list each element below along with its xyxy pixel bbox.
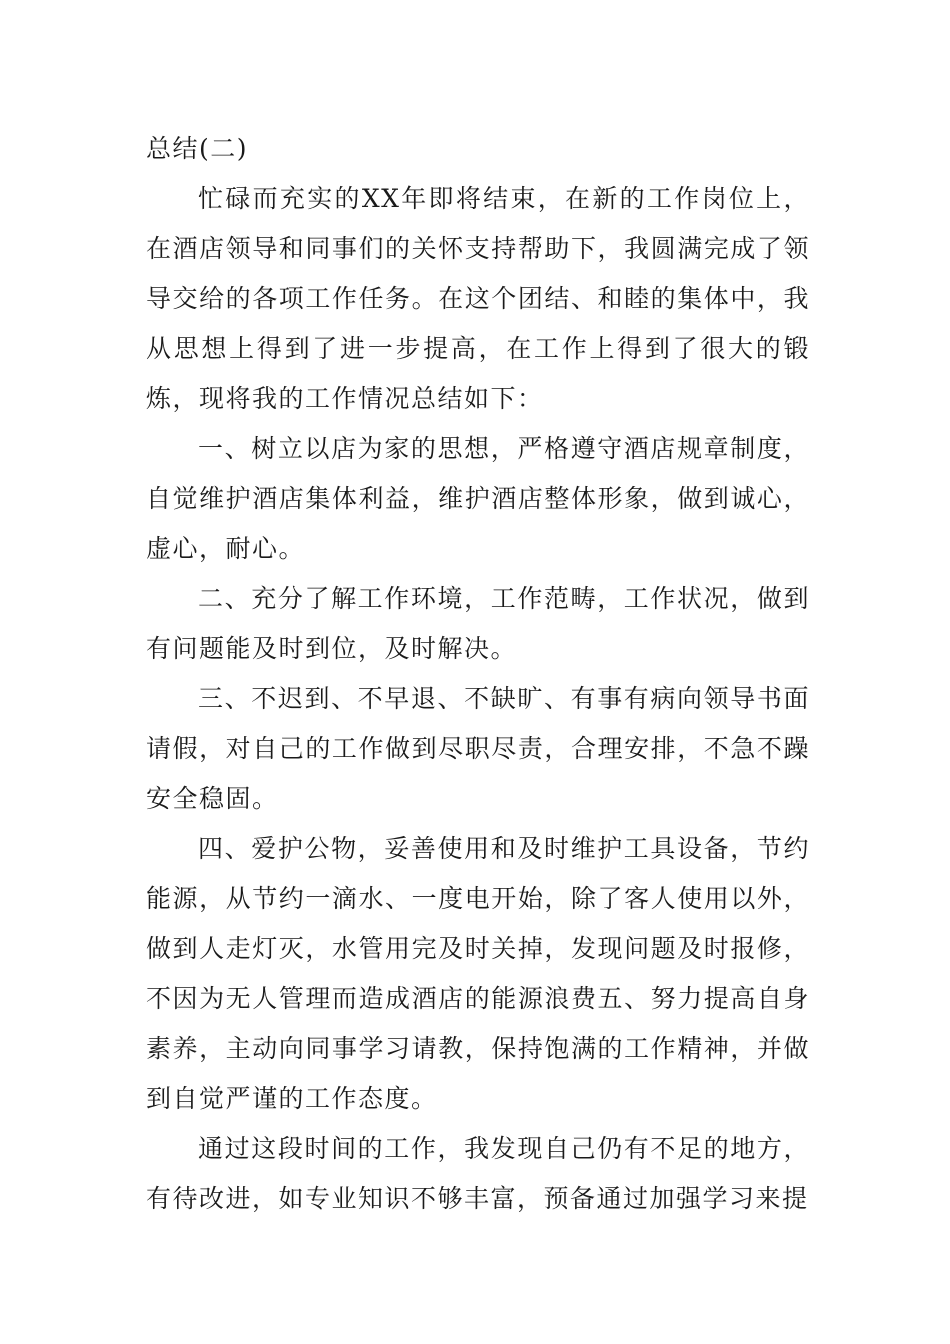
paragraph-item-1: 一、树立以店为家的思想，严格遵守酒店规章制度，自觉维护酒店集体利益，维护酒店整体形象，做到诚心，虚心，耐心。 bbox=[146, 434, 810, 563]
paragraph-item-4: 四、爱护公物，妥善使用和及时维护工具设备，节约能源，从节约一滴水、一度电开始，除了客人使用以外，做到人走灯灭，水管用完及时关掉，发现问题及时报修，不因为无人管理而造成酒店的能源浪费五、努力提高自身素养，主动向同事学习请教，保持饱满的工作精神，并做到自觉严谨的工作态度。 bbox=[146, 834, 810, 1113]
paragraph-item-3: 三、不迟到、不早退、不缺旷、有事有病向领导书面请假，对自己的工作做到尽职尽责，合理安排，不急不躁安全稳固。 bbox=[146, 684, 810, 813]
document-body bbox=[146, 124, 810, 1224]
paragraph-conclusion: 通过这段时间的工作，我发现自己仍有不足的地方，有待改进，如专业知识不够丰富，预备通过加强学习来提 bbox=[146, 1134, 810, 1213]
paragraph-item-2: 二、充分了解工作环境，工作范畴，工作状况，做到有问题能及时到位，及时解决。 bbox=[146, 584, 810, 663]
document-heading: 总结(二) bbox=[146, 134, 249, 163]
paragraph-intro: 忙碌而充实的XX年即将结束，在新的工作岗位上，在酒店领导和同事们的关怀支持帮助下，我圆满完成了领导交给的各项工作任务。在这个团结、和睦的集体中，我从思想上得到了进一步提高，在工作上得到了很大的锻炼，现将我的工作情况总结如下： bbox=[146, 184, 810, 413]
